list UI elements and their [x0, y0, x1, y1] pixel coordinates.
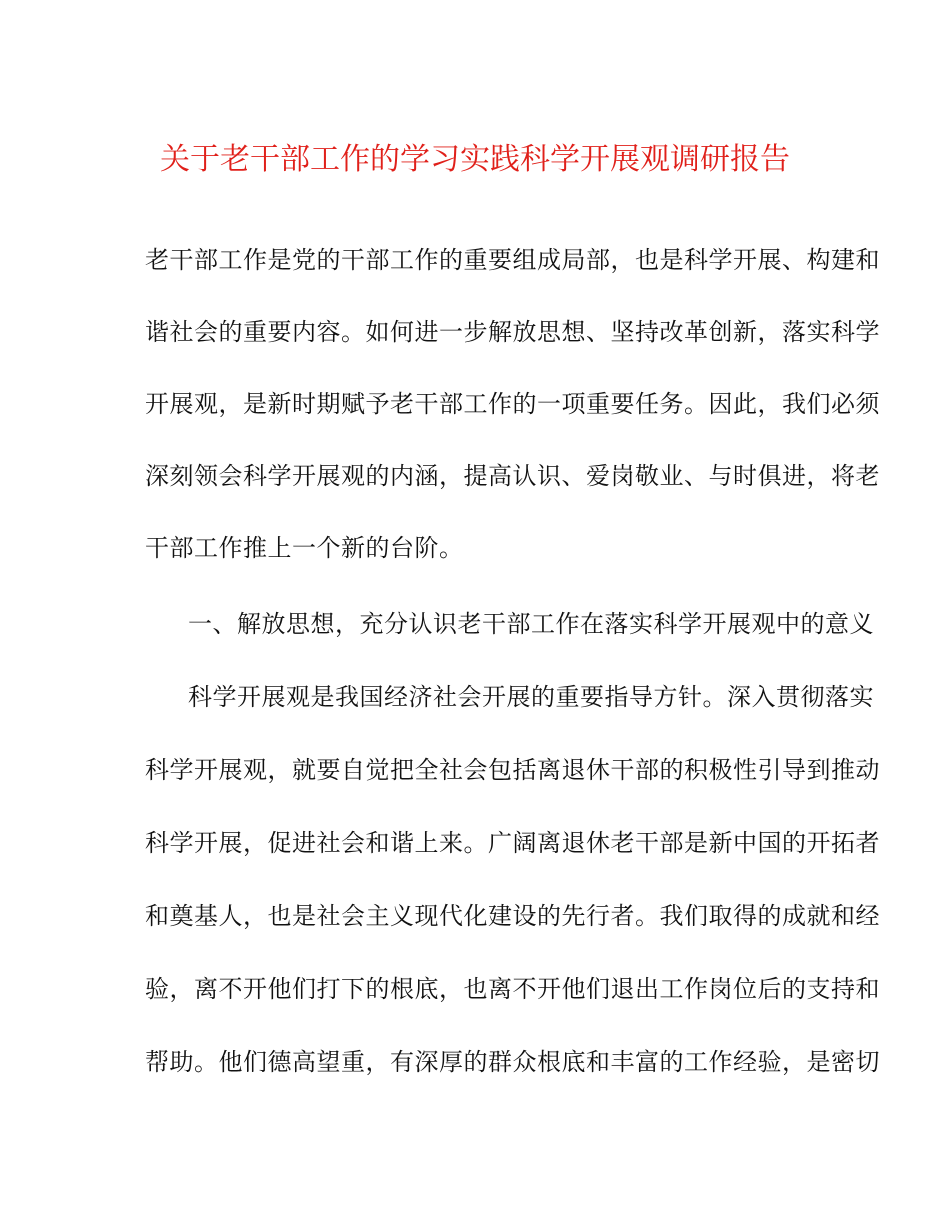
paragraph-line: 深刻领会科学开展观的内涵，提高认识、爱岗敬业、与时俱进，将老 — [145, 462, 880, 490]
paragraph-line: 老干部工作是党的干部工作的重要组成局部，也是科学开展、构建和 — [145, 246, 880, 274]
paragraph-line: 验，离不开他们打下的根底，也离不开他们退出工作岗位后的支持和 — [145, 975, 880, 1003]
paragraph-line: 帮助。他们德高望重，有深厚的群众根底和丰富的工作经验，是密切 — [145, 1048, 880, 1076]
paragraph-line: 科学开展，促进社会和谐上来。广阔离退休老干部是新中国的开拓者 — [145, 829, 880, 857]
paragraph-line: 干部工作推上一个新的台阶。 — [145, 534, 464, 562]
paragraph-line: 和奠基人，也是社会主义现代化建设的先行者。我们取得的成就和经 — [145, 902, 880, 930]
section-heading: 一、解放思想，充分认识老干部工作在落实科学开展观中的意义 — [188, 610, 874, 638]
document-title: 关于老干部工作的学习实践科学开展观调研报告 — [160, 142, 790, 177]
paragraph-line: 谐社会的重要内容。如何进一步解放思想、坚持改革创新，落实科学 — [145, 318, 880, 346]
paragraph-line: 科学开展观是我国经济社会开展的重要指导方针。深入贯彻落实 — [188, 683, 874, 711]
paragraph-line: 科学开展观，就要自觉把全社会包括离退休干部的积极性引导到推动 — [145, 756, 880, 784]
paragraph-line: 开展观，是新时期赋予老干部工作的一项重要任务。因此，我们必须 — [145, 390, 880, 418]
